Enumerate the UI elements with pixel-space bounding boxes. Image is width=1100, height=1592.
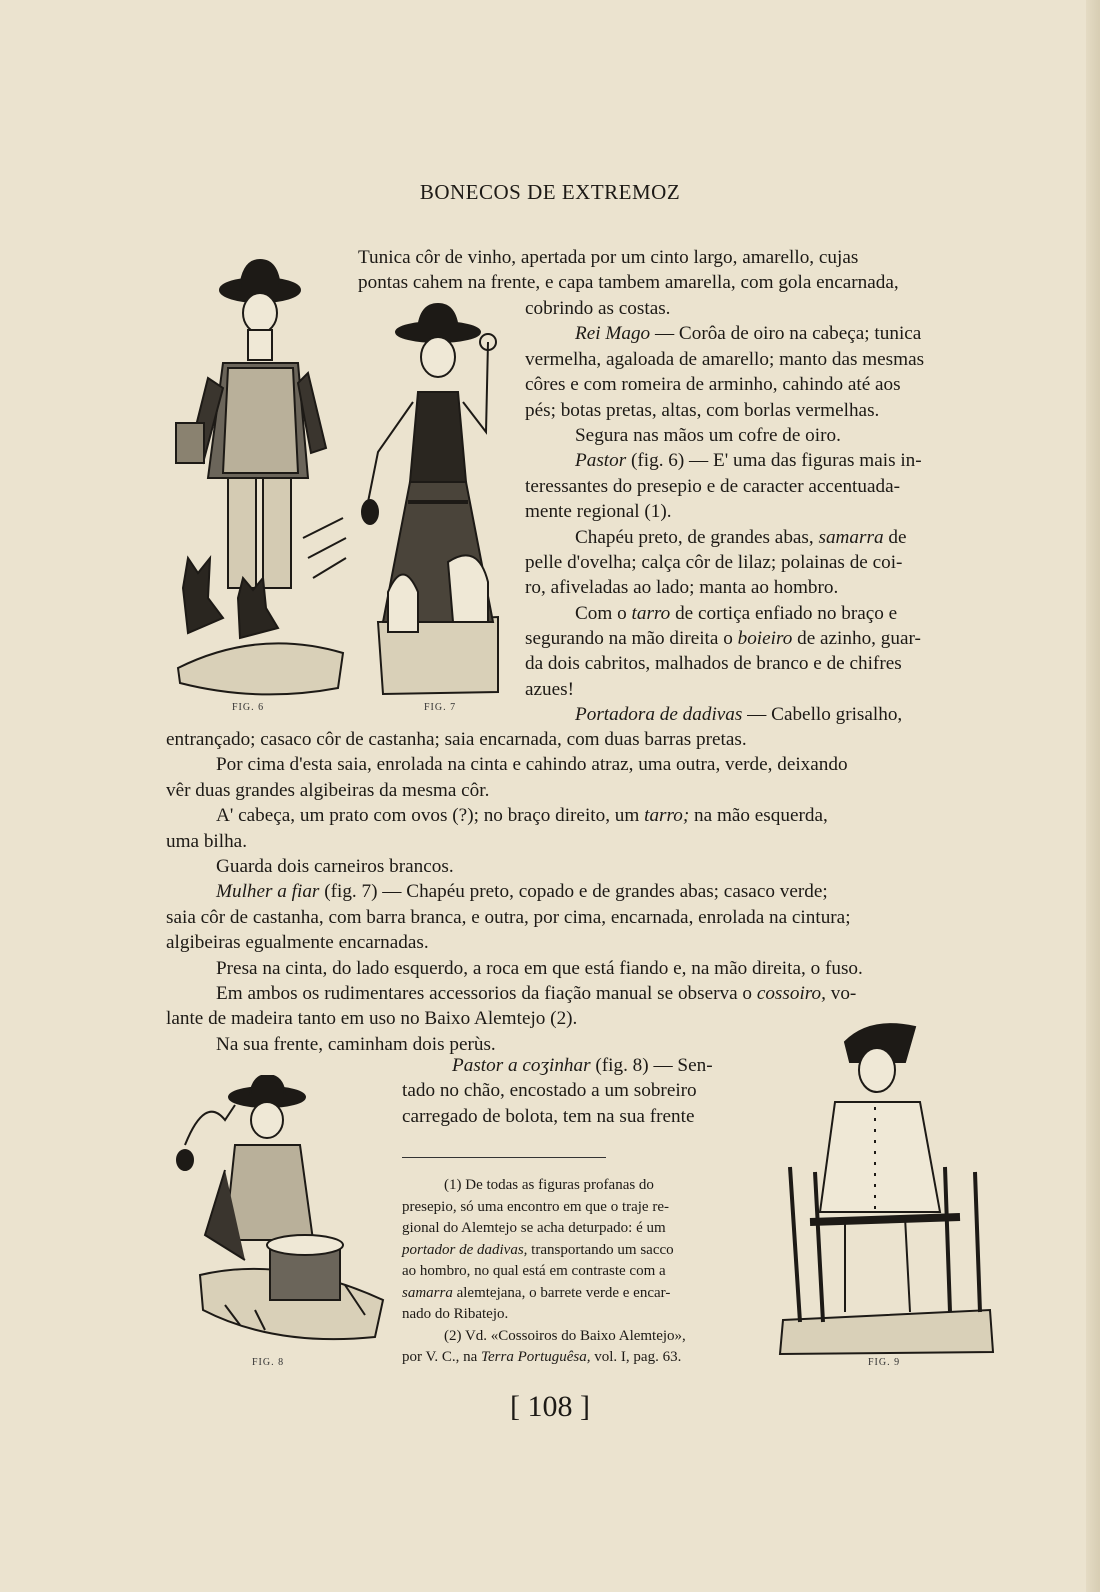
footnote-line: presepio, só uma encontro em que o traje re- bbox=[402, 1198, 669, 1215]
text-line: entrançado; casaco côr de castanha; saia encarnada, com duas barras pretas. bbox=[166, 729, 747, 750]
text-line: Presa na cinta, do lado esquerdo, a roca em que está fiando e, na mão direita, o fuso. bbox=[216, 957, 863, 979]
text-line bbox=[402, 1053, 767, 1078]
text-line: da dois cabritos, malhados de branco e de chifres bbox=[525, 653, 902, 675]
text-span: segurando na mão direita o bbox=[525, 628, 738, 650]
text-span: na mão esquerda, bbox=[689, 805, 828, 827]
cooking-shepherd-figurine-illustration bbox=[165, 1075, 390, 1350]
spinning-woman-figurine-illustration bbox=[358, 302, 518, 702]
text-span: (fig. 8) — Sen- bbox=[590, 1055, 713, 1076]
figure-8-caption: FIG. 8 bbox=[252, 1357, 285, 1368]
text-line: vermelha, agaloada de amarello; manto das mesmas bbox=[525, 348, 925, 370]
footnote-line: (2) Vd. «Cossoiros do Baixo Alemtejo», bbox=[444, 1327, 686, 1344]
text-line: pontas cahem na frente, e capa tambem amarella, com gola encarnada, bbox=[358, 272, 899, 294]
text-span: Com o bbox=[575, 602, 632, 624]
text-line: Guarda dois carneiros brancos. bbox=[216, 855, 454, 877]
text-line bbox=[525, 626, 1005, 651]
footnote-separator bbox=[402, 1157, 606, 1158]
text-line bbox=[166, 803, 1006, 828]
text-line: Tunica côr de vinho, apertada por um cinto largo, amarello, cujas bbox=[358, 247, 859, 268]
footnote-line bbox=[402, 1283, 767, 1305]
text-line: teressantes do presepio e de caracter accentuada- bbox=[525, 475, 900, 497]
text-line: uma bilha. bbox=[166, 830, 247, 852]
text-line: mente regional (1). bbox=[525, 501, 672, 523]
figure-6-caption: FIG. 6 bbox=[232, 702, 265, 713]
text-line: Na sua frente, caminham dois perùs. bbox=[216, 1033, 496, 1055]
text-line bbox=[525, 448, 1005, 473]
footnote-line bbox=[402, 1240, 767, 1262]
text-span: (fig. 7) — Chapéu preto, copado e de grandes abas; casaco verde; bbox=[319, 881, 828, 903]
text-italic: cossoiro, bbox=[756, 982, 826, 1004]
text-italic: tarro; bbox=[644, 805, 690, 827]
text-italic: Terra Portuguêsa, bbox=[481, 1349, 591, 1365]
seated-figure-illustration bbox=[775, 1022, 1000, 1357]
text-line: vêr duas grandes algibeiras da mesma côr. bbox=[166, 779, 490, 801]
text-span: de azinho, guar- bbox=[792, 628, 921, 650]
text-line bbox=[525, 601, 1005, 626]
text-span: — Cabello grisalho, bbox=[742, 704, 903, 726]
text-line bbox=[525, 525, 1005, 550]
text-span: (fig. 6) — E' uma das figuras mais in- bbox=[626, 450, 922, 472]
text-span: alemtejana, o barrete verde e encar- bbox=[452, 1284, 671, 1301]
text-line: Segura nas mãos um cofre de oiro. bbox=[575, 424, 841, 446]
footnote-line bbox=[402, 1347, 767, 1369]
running-head: BONECOS DE EXTREMOZ bbox=[419, 180, 681, 204]
text-line: cobrindo as costas. bbox=[525, 298, 671, 319]
text-italic: Pastor bbox=[575, 450, 627, 472]
text-italic: Rei Mago bbox=[575, 323, 651, 345]
text-line: ro, afiveladas ao lado; manta ao hombro. bbox=[525, 577, 839, 599]
figure-8-pastor-a-cozinhar bbox=[165, 1075, 390, 1350]
text-italic: Pastor a coʒinhar bbox=[452, 1055, 591, 1076]
text-line bbox=[166, 981, 1006, 1006]
text-middle-column bbox=[402, 1053, 767, 1129]
figure-7-caption: FIG. 7 bbox=[424, 702, 457, 713]
page-number: [ 108 ] bbox=[510, 1390, 590, 1423]
figure-7-mulher-a-fiar bbox=[358, 302, 518, 702]
text-line: lante de madeira tanto em uso no Baixo Alemtejo (2). bbox=[166, 1008, 578, 1030]
figure-6-pastor bbox=[168, 258, 348, 698]
text-italic: samarra bbox=[402, 1284, 453, 1301]
text-line: côres e com romeira de arminho, cahindo até aos bbox=[525, 374, 901, 396]
text-span: Em ambos os rudimentares accessorios da fiação manual se observa o bbox=[216, 982, 757, 1004]
text-italic: Portadora de dadivas bbox=[575, 704, 743, 726]
footnote-line: gional do Alemtejo se acha deturpado: é um bbox=[402, 1220, 666, 1236]
text-line bbox=[525, 702, 1005, 727]
text-span: A' cabeça, um prato com ovos (?); no braço direito, um bbox=[216, 805, 645, 827]
text-line: azues! bbox=[525, 678, 574, 700]
text-line: Por cima d'esta saia, enrolada na cinta e cahindo atraz, uma outra, verde, deixando bbox=[216, 754, 848, 776]
text-italic: Mulher a fiar bbox=[216, 881, 320, 903]
footnotes bbox=[402, 1175, 767, 1369]
text-italic: portador de dadivas, bbox=[402, 1241, 528, 1258]
text-span: vo- bbox=[825, 982, 857, 1004]
text-line: saia côr de castanha, com barra branca, e outra, por cima, encarnada, enrolada na cintura; bbox=[166, 906, 851, 928]
text-italic: samarra bbox=[818, 526, 884, 548]
text-top-lines bbox=[358, 245, 1003, 296]
figure-9-caption: FIG. 9 bbox=[868, 1357, 901, 1368]
footnote-line: nado do Ribatejo. bbox=[402, 1306, 509, 1322]
text-span: por V. C., na bbox=[402, 1349, 482, 1365]
text-line: tado no chão, encostado a um sobreiro bbox=[402, 1080, 697, 1102]
text-line bbox=[525, 321, 1005, 346]
text-line: carregado de bolota, tem na sua frente bbox=[402, 1105, 695, 1127]
text-italic: tarro bbox=[631, 602, 671, 624]
text-italic: boieiro bbox=[737, 628, 793, 650]
text-line: pelle d'ovelha; calça côr de lilaz; polainas de coi- bbox=[525, 551, 903, 573]
text-line bbox=[166, 879, 1006, 904]
text-line: pés; botas pretas, altas, com borlas vermelhas. bbox=[525, 399, 880, 421]
text-span: de bbox=[883, 526, 907, 548]
footnote-line: (1) De todas as figuras profanas do bbox=[444, 1177, 654, 1193]
text-span: de cortiça enfiado no braço e bbox=[670, 602, 898, 624]
text-span: — Corôa de oiro na cabeça; tunica bbox=[650, 323, 922, 345]
text-span: Chapéu preto, de grandes abas, bbox=[575, 526, 819, 548]
pastor-figurine-illustration bbox=[168, 258, 348, 698]
text-right-column bbox=[525, 296, 1005, 728]
text-span: transportando um sacco bbox=[527, 1241, 674, 1258]
page-edge bbox=[1086, 0, 1100, 1592]
footnote-line: ao hombro, no qual está em contraste com a bbox=[402, 1263, 666, 1279]
figure-9-figurine bbox=[775, 1022, 1000, 1357]
text-full-width bbox=[166, 727, 1006, 1057]
text-line: algibeiras egualmente encarnadas. bbox=[166, 932, 429, 954]
text-span: vol. I, pag. 63. bbox=[590, 1349, 682, 1365]
